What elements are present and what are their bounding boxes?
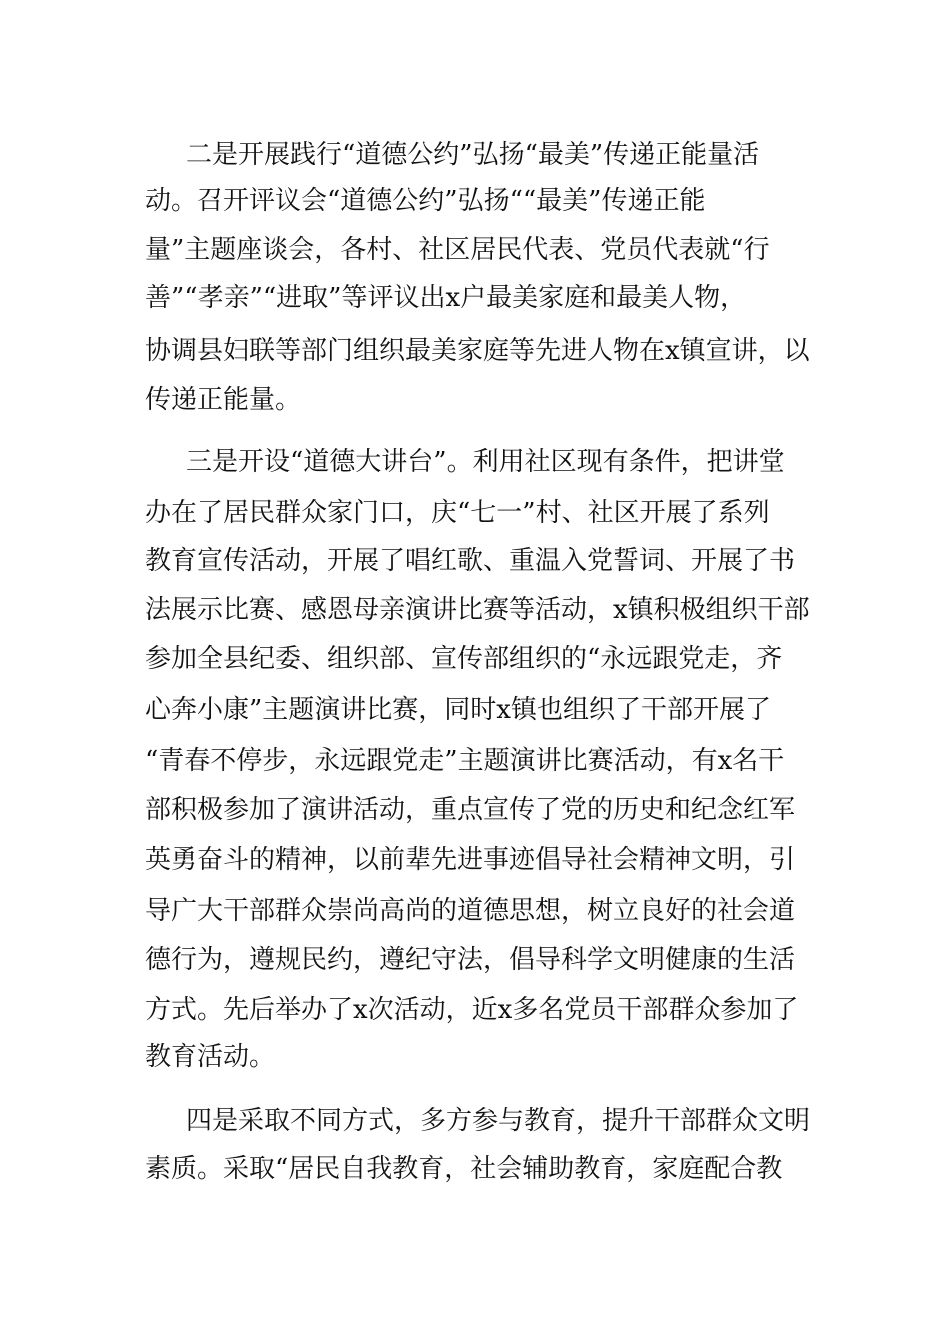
paragraph-1-line-4: 善”“孝亲”“进取”等评议出x户最美家庭和最美人物， [145, 283, 747, 313]
paragraph-1-line-6: 传递正能量。 [145, 385, 302, 415]
paragraph-2-line-7: “青春不停步，永远跟党走”主题演讲比赛活动，有x名干 [145, 746, 785, 776]
paragraph-2-line-8: 部积极参加了演讲活动，重点宣传了党的历史和纪念红军 [145, 795, 796, 825]
paragraph-1-line-2: 动。召开评议会“道德公约”弘扬““最美”传递正能 [145, 186, 706, 216]
paragraph-2-line-10: 导广大干部群众崇尚高尚的道德思想，树立良好的社会道 [145, 896, 796, 926]
paragraph-2-line-9: 英勇奋斗的精神，以前辈先进事迹倡导社会精神文明，引 [145, 845, 796, 875]
paragraph-2-line-3: 教育宣传活动，开展了唱红歌、重温入党誓词、开展了书 [145, 546, 796, 576]
paragraph-2-line-12: 方式。先后举办了x次活动，近x多名党员干部群众参加了 [145, 995, 799, 1025]
paragraph-2-line-2: 办在了居民群众家门口，庆“七一”村、社区开展了系列 [145, 498, 770, 528]
paragraph-1-line-1: 二是开展践行“道德公约”弘扬“最美”传递正能量活 [186, 140, 760, 170]
paragraph-1-line-5: 协调县妇联等部门组织最美家庭等先进人物在x镇宣讲，以 [145, 336, 810, 366]
paragraph-1-line-3: 量”主题座谈会，各村、社区居民代表、党员代表就“行 [145, 235, 770, 265]
paragraph-2-line-5: 参加全县纪委、组织部、宣传部组织的“永远跟党走，齐 [145, 644, 783, 674]
paragraph-2-line-13: 教育活动。 [145, 1042, 276, 1072]
paragraph-2-line-11: 德行为，遵规民约，遵纪守法，倡导科学文明健康的生活 [145, 945, 796, 975]
paragraph-3-line-2: 素质。采取“居民自我教育，社会辅助教育，家庭配合教 [145, 1154, 783, 1184]
paragraph-2-line-4: 法展示比赛、感恩母亲演讲比赛等活动，x镇积极组织干部 [145, 595, 810, 625]
paragraph-2-line-6: 心奔小康”主题演讲比赛，同时x镇也组织了干部开展了 [145, 695, 771, 725]
paragraph-3-line-1: 四是采取不同方式，多方参与教育，提升干部群众文明 [186, 1106, 811, 1136]
paragraph-2-line-1: 三是开设“道德大讲台”。利用社区现有条件，把讲堂 [186, 447, 785, 477]
